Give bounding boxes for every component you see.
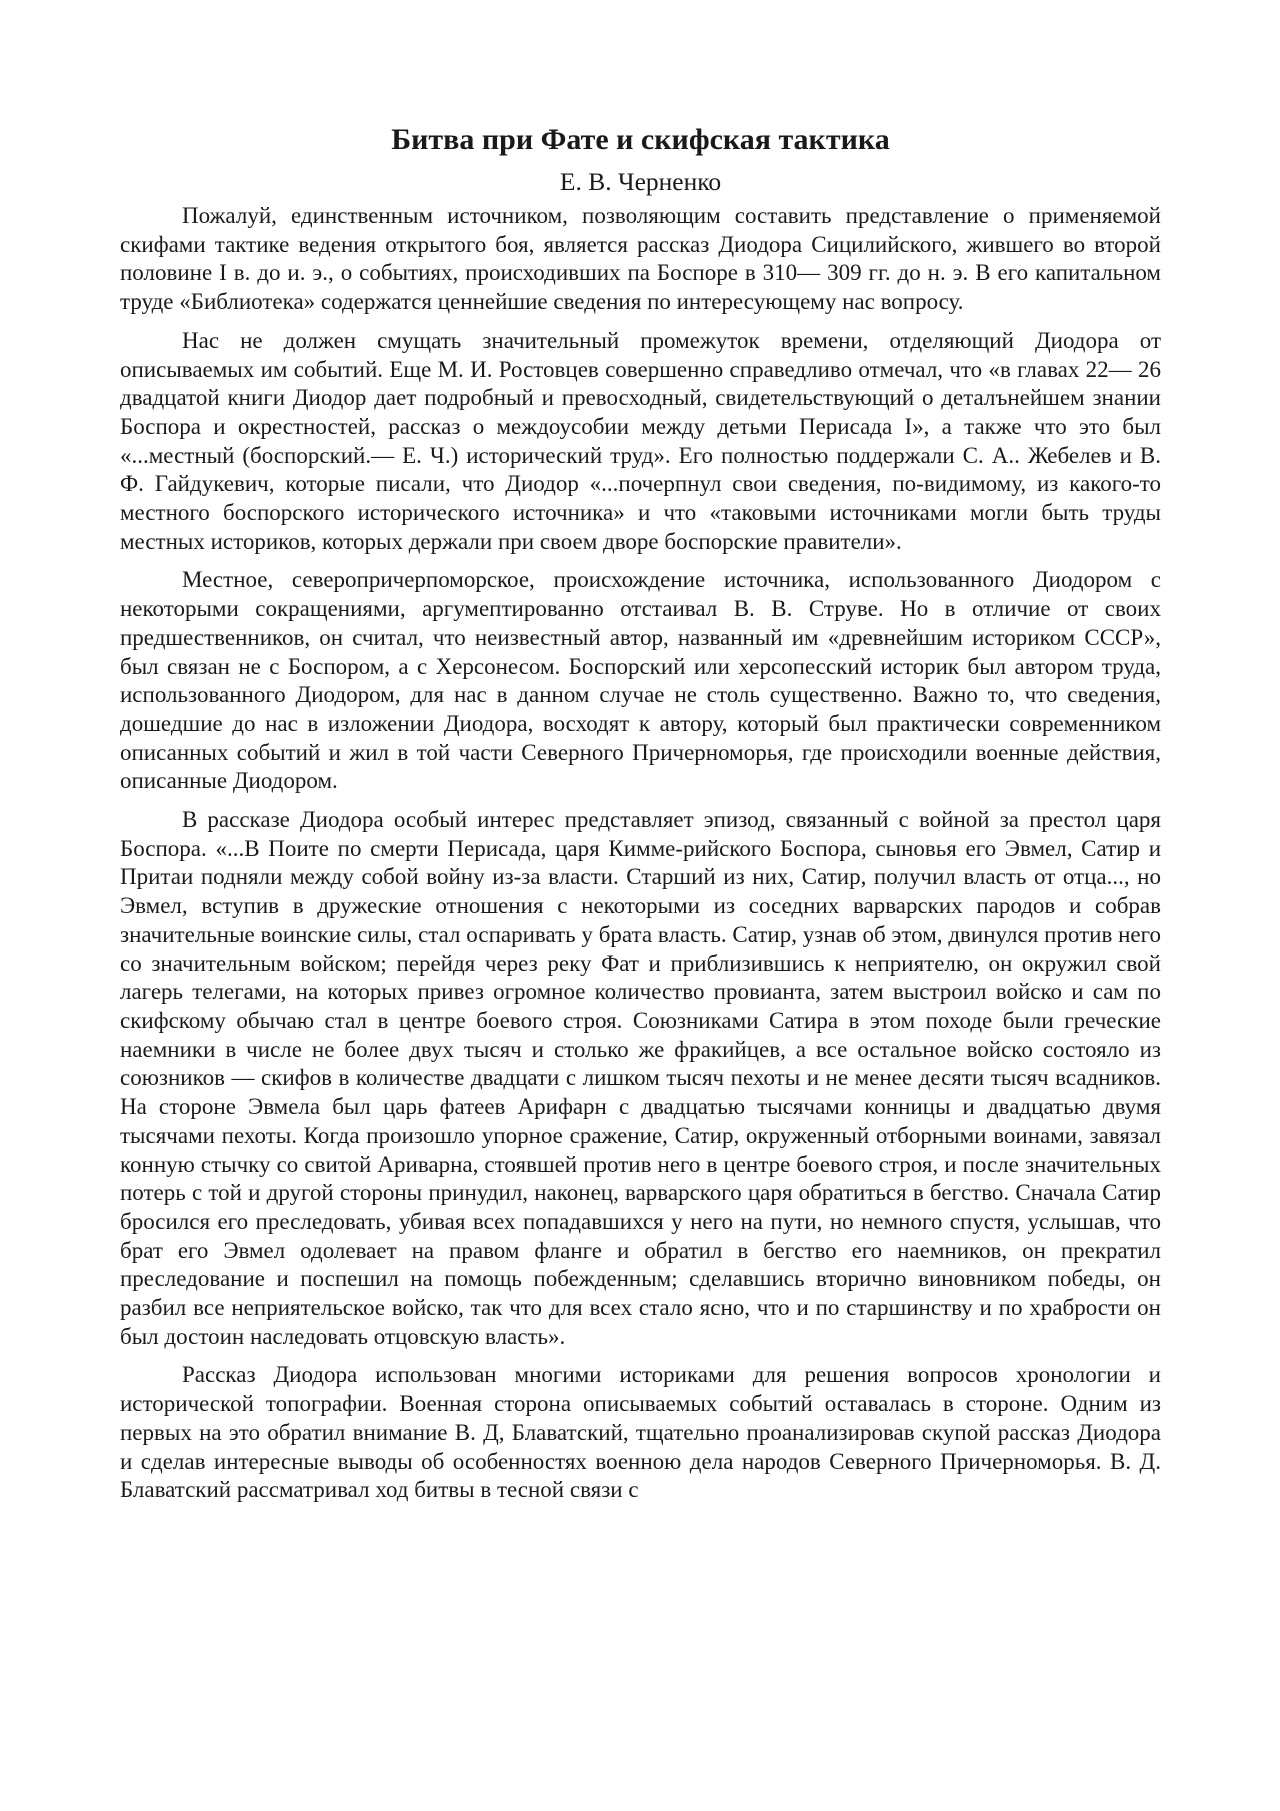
- document-title: Битва при Фате и скифская тактика: [391, 123, 890, 156]
- paragraph-5: Рассказ Диодора использован многими историками для решения вопросов хронологии и исторической топографии. Военная сторона описываемых событий оставалась в стороне. Одним из первых на это обратил внимание В. Д, Блаватский, тщательно проанализировав скупой рассказ Диодора и сделав интересные выводы об особенностях военною дела народов Северного Причерноморья. В. Д. Блаватский рассматривал ход битвы в тесной связи с: [120, 1362, 1161, 1503]
- paragraph-4: В рассказе Диодора особый интерес представляет эпизод, связанный с войной за престол царя Боспора. «...В Поите по смерти Перисада, царя Кимме-рийского Боспора, сыновья его Эвмел, Сатир и Притаи подняли между собой войну из-за власти. Старший из них, Сатир, получил власть от отца..., но Эвмел, вступив в дружеские отношения с некоторыми из соседних варварских пародов и собрав значительные воинские силы, стал оспаривать у брата власть. Сатир, узнав об этом, двинулся против него со значительным войском; перейдя через реку Фат и приблизившись к неприятелю, он окружил свой лагерь телегами, на которых привез огромное количество провианта, затем выстроил войско и сам по скифскому обычаю стал в центре боевого строя. Союзниками Сатира в этом походе были греческие наемники в числе не более двух тысяч и столько же фракийцев, а все остальное войско состояло из союзников — скифов в количестве двадцати с лишком тысяч пехоты и не менее десяти тысяч всадников. На стороне Эвмела был царь фатеев Арифарн с двадцатью тысячами конницы и двадцатью двумя тысячами пехоты. Когда произошло упорное сражение, Сатир, окруженный отборными воинами, завязал конную стычку со свитой Ариварна, стоявшей против него в центре боевого строя, и после значительных потерь с той и другой стороны принудил, наконец, варварского царя обратиться в бегство. Сначала Сатир бросился его преследовать, убивая всех попадавшихся у него на пути, но немного спустя, услышав, что брат его Эвмел одолевает на правом фланге и обратил в бегство его наемников, он прекратил преследование и поспешил на помощь побежденным; сделавшись вторично виновником победы, он разбил все неприятельское войско, так что для всех стало ясно, что и по старшинству и по храбрости он был достоин наследовать отцовскую власть».: [120, 807, 1161, 1349]
- document-author: Е. В. Черненко: [559, 167, 722, 196]
- paragraph-2: Нас не должен смущать значительный промежуток времени, отделяющий Диодора от описываемых им событий. Еще М. И. Ростовцев совершенно справедливо отмечал, что «в главах 22— 26 двадцатой книги Диодор дает подробный и превосходный, свидетельствующий о деталънейшем знании Боспора и окрестностей, рассказ о междоусобии между детьми Перисада I», а также что это был «...местный (боспорский.— Е. Ч.) исторический труд». Его полностью поддержали С. А.. Жебелев и В. Ф. Гайдукевич, которые писали, что Диодор «...почерпнул свои сведения, по-видимому, из какого-то местного боспорского исторического источника» и что «таковыми источниками могли быть труды местных историков, которых держали при своем дворе боспорские правители».: [120, 327, 1161, 554]
- paragraph-3: Местное, северопричерпоморское, происхождение источника, использованного Диодором с некоторыми сокращениями, аргумептированно отстаивал В. В. Струве. Но в отличие от своих предшественников, он считал, что неизвестный автор, названный им «древнейшим историком СССР», был связан не с Боспором, а с Херсонесом. Боспорский или херсопесский историк был автором труда, использованного Диодором, для нас в данном случае не столь существенно. Важно то, что сведения, дошедшие до нас в изложении Диодора, восходят к автору, который был практически современником описанных событий и жил в той части Северного Причерноморья, где происходили военные действия, описанные Диодором.: [120, 567, 1161, 794]
- paragraph-1: Пожалуй, единственным источником, позволяющим составить представление о применяемой скифами тактике ведения открытого боя, является рассказ Диодора Сицилийского, жившего во второй половине I в. до и. э., о событиях, происходивших па Боспоре в 310— 309 гг. до н. э. В его капитальном труде «Библиотека» содержатся ценнейшие сведения по интересующему нас вопросу.: [120, 203, 1161, 315]
- document-page: [120, 118, 1161, 1515]
